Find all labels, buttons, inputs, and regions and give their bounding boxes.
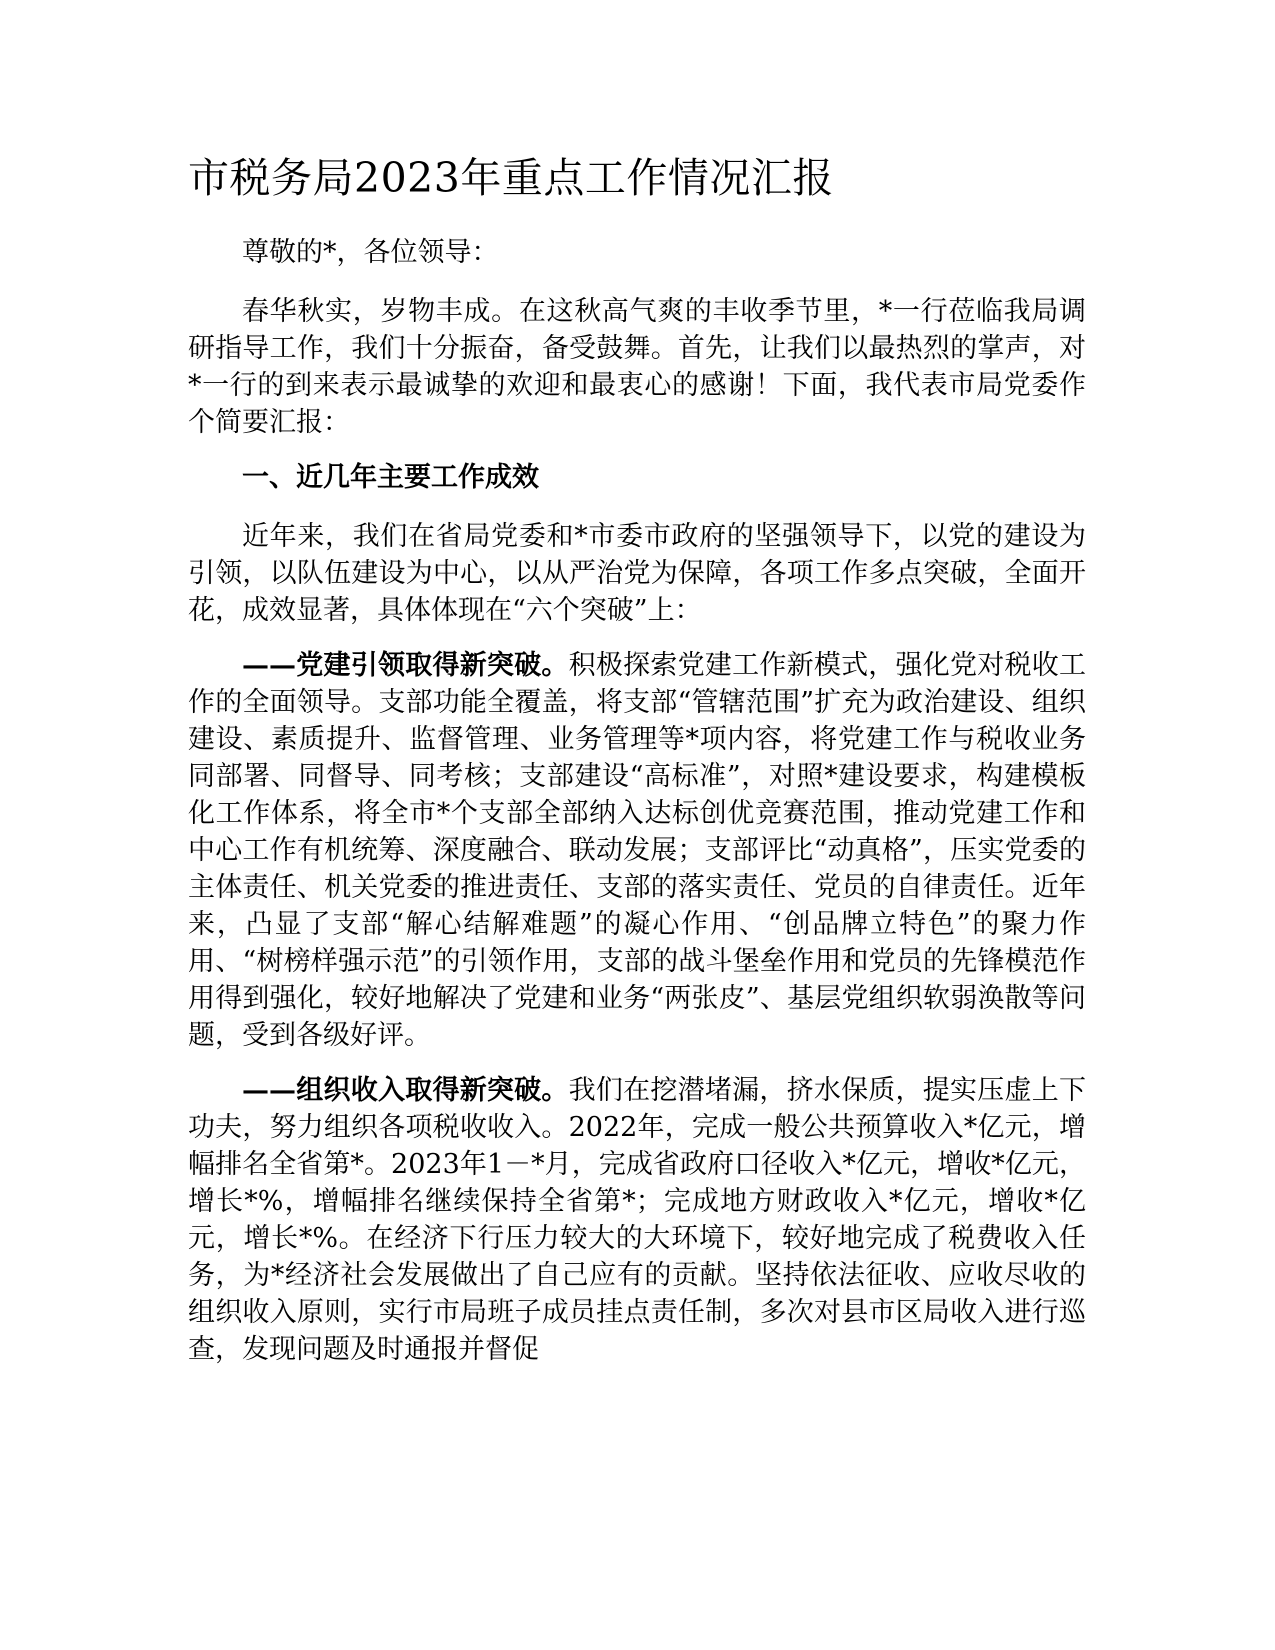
- item-party-building-lead: ——党建引领取得新突破。: [242, 650, 569, 681]
- section-heading: 一、近几年主要工作成效: [242, 462, 539, 493]
- item-party-building: [188, 647, 1086, 1054]
- item-revenue: [188, 1072, 1086, 1368]
- document-title: 市税务局2023年重点工作情况汇报: [188, 154, 834, 202]
- document-body: [188, 150, 1086, 1386]
- item-party-building-body: 积极探索党建工作新模式，强化党对税收工作的全面领导。支部功能全覆盖，将支部“管辖范围”扩充为政治建设、组织建设、素质提升、监督管理、业务管理等*项内容，将党建工作与税收业务同部署、同督导、同考核；支部建设“高标准”，对照*建设要求，构建模板化工作体系，将全市*个支部全部纳入达标创优竞赛范围，推动党建工作和中心工作有机统筹、深度融合、联动发展；支部评比“动真格”，压实党委的主体责任、机关党委的推进责任、支部的落实责任、党员的自律责任。近年来，凸显了支部“解心结解难题”的凝心作用、“创品牌立特色”的聚力作用、“树榜样强示范”的引领作用，支部的战斗堡垒作用和党员的先锋模范作用得到强化，较好地解决了党建和业务“两张皮”、基层党组织软弱涣散等问题，受到各级好评。: [188, 650, 1087, 1051]
- section-intro-paragraph: 近年来，我们在省局党委和*市委市政府的坚强领导下，以党的建设为引领，以队伍建设为中心，以从严治党为保障，各项工作多点突破，全面开花，成效显著，具体体现在“六个突破”上：: [188, 521, 1086, 626]
- item-revenue-lead: ——组织收入取得新突破。: [242, 1075, 569, 1106]
- item-revenue-body: 我们在挖潜堵漏，挤水保质，提实压虚上下功夫，努力组织各项税收收入。2022年，完成一般公共预算收入*亿元，增幅排名全省第*。2023年1－*月，完成省政府口径收入*亿元，增收*亿元，增长*%，增幅排名继续保持全省第*；完成地方财政收入*亿元，增收*亿元，增长*%。在经济下行压力较大的大环境下，较好地完成了税费收入任务，为*经济社会发展做出了自己应有的贡献。坚持依法征收、应收尽收的组织收入原则，实行市局班子成员挂点责任制，多次对县市区局收入进行巡查，发现问题及时通报并督促: [188, 1075, 1087, 1365]
- intro-paragraph: 春华秋实，岁物丰成。在这秋高气爽的丰收季节里，*一行莅临我局调研指导工作，我们十分振奋，备受鼓舞。首先，让我们以最热烈的掌声，对*一行的到来表示最诚挚的欢迎和最衷心的感谢！下面，我代表市局党委作个简要汇报：: [188, 296, 1086, 438]
- salutation: 尊敬的*，各位领导：: [242, 237, 499, 268]
